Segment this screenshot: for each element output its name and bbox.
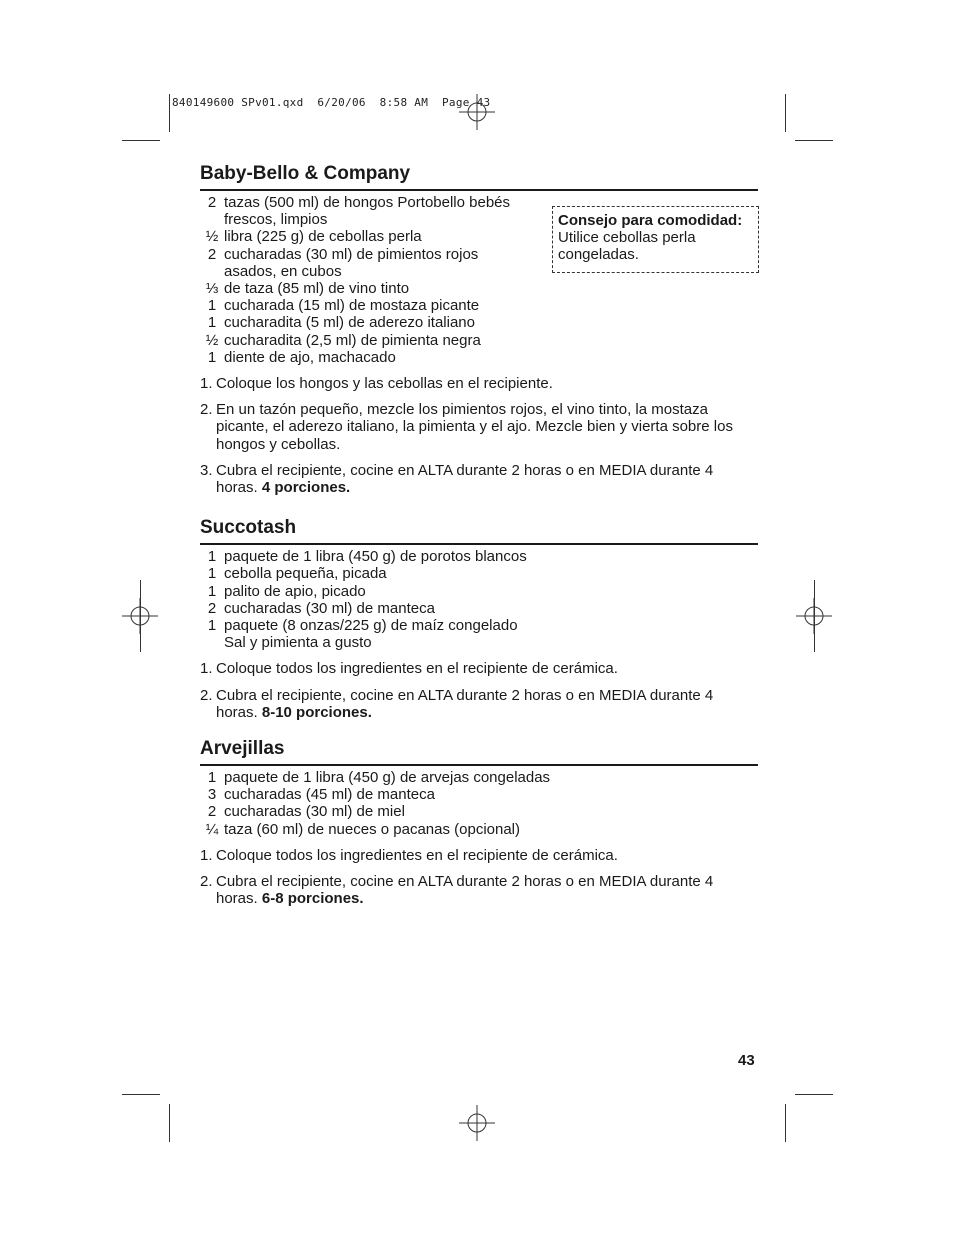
step-item xyxy=(200,462,758,496)
tip-text: Utilice cebollas perla congeladas. xyxy=(558,229,696,264)
ingredient-item xyxy=(200,228,530,245)
ingredient-text: paquete de 1 libra (450 g) de arvejas congeladas xyxy=(224,769,551,787)
ingredient-qty: 1 xyxy=(207,617,217,635)
recipe-succotash xyxy=(200,516,758,721)
ingredient-qty: ¼ xyxy=(205,820,219,838)
crop-mark xyxy=(169,1104,170,1142)
step-text xyxy=(216,847,758,864)
step-list xyxy=(200,847,758,908)
ingredient-list xyxy=(200,769,758,838)
recipe-title: Baby-Bello & Company xyxy=(200,162,758,191)
crop-mark xyxy=(169,94,170,132)
step-text xyxy=(216,462,758,496)
ingredient-text: de taza (85 ml) de vino tinto xyxy=(224,280,410,298)
step-list xyxy=(200,660,758,721)
ingredient-item xyxy=(200,194,530,228)
ingredient-item xyxy=(200,314,530,331)
step-text xyxy=(216,401,758,453)
ingredient-text: cucharadas (30 ml) de pimientos rojos asados, en cubos xyxy=(224,245,479,280)
ingredient-qty: 1 xyxy=(207,548,217,566)
ingredient-text: palito de apio, picado xyxy=(224,582,366,600)
step-body: En un tazón pequeño, mezcle los pimientos rojos, el vino tinto, la mostaza picante, el aderezo italiano, la pimienta y el ajo. Mezcle bien y vierta sobre los hongos y cebollas. xyxy=(216,401,733,453)
ingredient-text: paquete de 1 libra (450 g) de porotos blancos xyxy=(224,548,527,566)
ingredient-qty xyxy=(200,634,224,651)
ingredient-qty: 1 xyxy=(207,297,217,315)
step-number: 2. xyxy=(200,686,213,704)
ingredient-qty: 1 xyxy=(207,348,217,366)
ingredient-list xyxy=(200,194,530,366)
crop-mark xyxy=(140,580,141,652)
registration-mark-icon xyxy=(459,94,495,130)
ingredient-qty: 2 xyxy=(207,194,217,211)
step-item xyxy=(200,687,758,721)
step-text xyxy=(216,687,758,721)
step-item xyxy=(200,375,758,392)
recipe-baby-bello xyxy=(200,162,758,496)
step-body: Cubra el recipiente, cocine en ALTA durante 2 horas o en MEDIA durante 4 horas. xyxy=(216,873,714,908)
ingredient-text: cucharada (15 ml) de mostaza picante xyxy=(224,297,480,315)
step-item xyxy=(200,401,758,453)
recipe-arvejillas xyxy=(200,737,758,907)
ingredient-item xyxy=(200,246,530,280)
step-number: 2. xyxy=(200,401,213,419)
ingredient-item xyxy=(200,297,530,314)
crop-mark xyxy=(785,94,786,132)
step-text xyxy=(216,375,758,392)
recipe-page xyxy=(200,162,758,917)
ingredient-item xyxy=(200,617,758,634)
step-number: 1. xyxy=(200,846,213,864)
print-slug: 840149600 SPv01.qxd 6/20/06 8:58 AM Page 43 xyxy=(172,96,491,109)
step-body: Coloque los hongos y las cebollas en el recipiente. xyxy=(216,375,553,393)
ingredient-text: cucharadas (30 ml) de manteca xyxy=(224,599,435,617)
recipe-title: Arvejillas xyxy=(200,737,758,766)
step-body: Cubra el recipiente, cocine en ALTA durante 2 horas o en MEDIA durante 4 horas. xyxy=(216,686,714,721)
step-text xyxy=(216,873,758,907)
step-text xyxy=(216,660,758,677)
ingredient-qty: ⅓ xyxy=(205,280,219,298)
ingredient-qty: ½ xyxy=(205,228,219,246)
step-body: Coloque todos los ingredientes en el recipiente de cerámica. xyxy=(216,660,618,678)
page-number: 43 xyxy=(738,1052,755,1069)
step-body: Cubra el recipiente, cocine en ALTA durante 2 horas o en MEDIA durante 4 horas. xyxy=(216,461,714,497)
ingredient-item xyxy=(200,349,530,366)
step-number: 2. xyxy=(200,873,213,891)
ingredient-text: diente de ajo, machacado xyxy=(224,348,396,366)
ingredient-qty: 2 xyxy=(207,803,217,821)
ingredient-qty: 1 xyxy=(207,769,217,787)
ingredient-text: cucharadita (2,5 ml) de pimienta negra xyxy=(224,331,481,349)
ingredient-text: tazas (500 ml) de hongos Portobello bebés frescos, limpios xyxy=(224,194,511,229)
step-number: 1. xyxy=(200,375,213,393)
crop-mark xyxy=(122,1094,160,1095)
ingredient-qty: 3 xyxy=(207,786,217,804)
ingredients-area xyxy=(200,194,758,366)
ingredient-qty: ½ xyxy=(205,331,219,349)
ingredient-item xyxy=(200,332,530,349)
ingredient-item xyxy=(200,821,758,838)
step-number: 3. xyxy=(200,461,213,479)
ingredient-text: cucharadas (30 ml) de miel xyxy=(224,803,405,821)
step-servings: 6-8 porciones. xyxy=(261,890,364,908)
ingredient-text: libra (225 g) de cebollas perla xyxy=(224,228,422,246)
step-servings: 8-10 porciones. xyxy=(261,703,372,721)
ingredient-qty: 2 xyxy=(207,245,217,263)
tip-box xyxy=(552,206,759,273)
registration-mark-icon xyxy=(459,1105,495,1141)
step-number: 1. xyxy=(200,660,213,678)
ingredient-item xyxy=(200,565,758,582)
crop-mark xyxy=(814,580,815,652)
ingredient-item xyxy=(200,583,758,600)
step-servings: 4 porciones. xyxy=(261,479,351,497)
ingredient-item xyxy=(200,786,758,803)
ingredient-text: cucharadas (45 ml) de manteca xyxy=(224,786,435,804)
ingredient-qty: 2 xyxy=(207,599,217,617)
ingredient-qty: 1 xyxy=(207,314,217,332)
ingredient-item xyxy=(200,548,758,565)
step-item xyxy=(200,847,758,864)
ingredient-item xyxy=(200,634,758,651)
ingredient-qty: 1 xyxy=(207,565,217,583)
ingredient-text: cebolla pequeña, picada xyxy=(224,565,387,583)
ingredient-item xyxy=(200,769,758,786)
ingredient-item xyxy=(200,600,758,617)
step-item xyxy=(200,660,758,677)
ingredient-text: taza (60 ml) de nueces o pacanas (opcional) xyxy=(224,820,521,838)
ingredient-list xyxy=(200,548,758,651)
tip-title: Consejo para comodidad: xyxy=(558,212,743,229)
crop-mark xyxy=(795,1094,833,1095)
crop-mark xyxy=(785,1104,786,1142)
ingredient-qty: 1 xyxy=(207,582,217,600)
ingredient-text: paquete (8 onzas/225 g) de maíz congelado xyxy=(224,617,518,635)
step-list xyxy=(200,375,758,496)
crop-mark xyxy=(795,140,833,141)
recipe-title: Succotash xyxy=(200,516,758,545)
ingredient-text: Sal y pimienta a gusto xyxy=(224,634,372,652)
crop-mark xyxy=(122,140,160,141)
ingredient-item xyxy=(200,803,758,820)
ingredient-item xyxy=(200,280,530,297)
step-body: Coloque todos los ingredientes en el recipiente de cerámica. xyxy=(216,846,618,864)
ingredient-text: cucharadita (5 ml) de aderezo italiano xyxy=(224,314,475,332)
step-item xyxy=(200,873,758,907)
